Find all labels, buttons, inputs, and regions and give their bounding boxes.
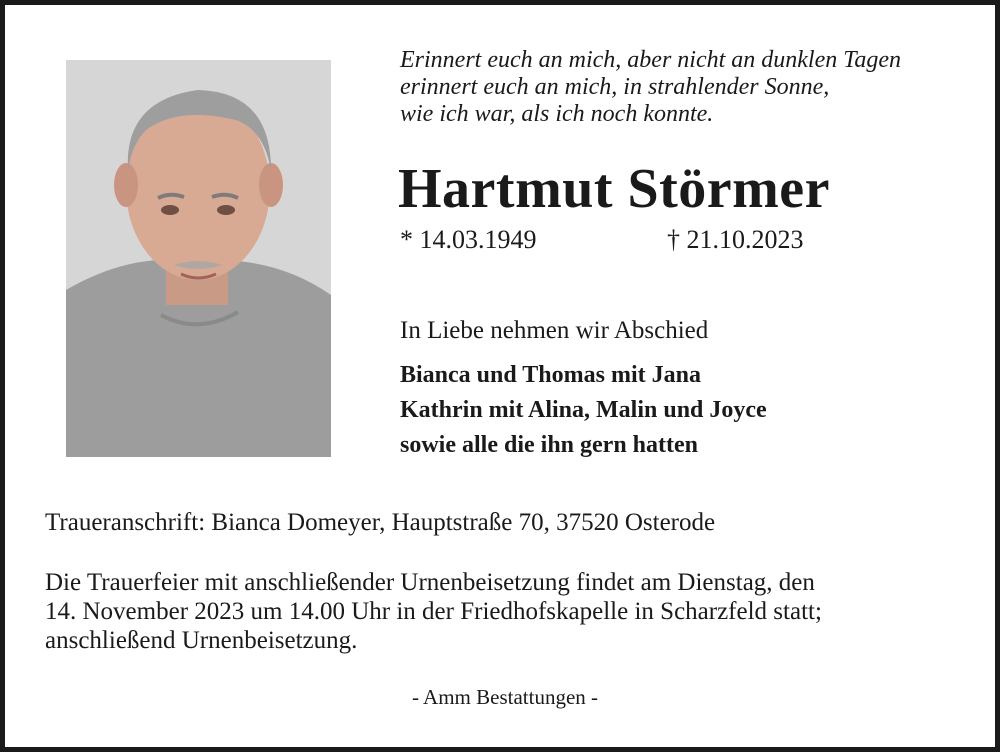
service-notice (45, 568, 965, 655)
service-line: anschließend Urnenbeisetzung. (45, 627, 358, 654)
birth-date: * 14.03.1949 (400, 225, 537, 254)
mourners-list (400, 358, 767, 463)
portrait-photo (66, 60, 331, 457)
deceased-name: Hartmut Störmer (398, 158, 831, 220)
farewell-intro: In Liebe nehmen wir Abschied (400, 317, 709, 344)
funeral-home: - Amm Bestattungen - (411, 685, 599, 709)
service-line: Die Trauerfeier mit anschließender Urnenbeisetzung findet am Dienstag, den (45, 569, 815, 596)
mourner-line: Bianca und Thomas mit Jana (400, 362, 701, 388)
mourner-line: sowie alle die ihn gern hatten (400, 432, 698, 458)
poem-line: Erinnert euch an mich, aber nicht an dunklen Tagen (400, 47, 902, 73)
death-date: † 21.10.2023 (667, 225, 804, 254)
mourner-line: Kathrin mit Alina, Malin und Joyce (400, 397, 767, 423)
poem-line: erinnert euch an mich, in strahlender Sonne, (400, 74, 830, 100)
mourning-address: Traueranschrift: Bianca Domeyer, Hauptstraße 70, 37520 Osterode (45, 509, 716, 536)
memorial-poem (400, 47, 901, 128)
portrait-image (66, 60, 331, 457)
service-line: 14. November 2023 um 14.00 Uhr in der Friedhofskapelle in Scharzfeld statt; (45, 598, 822, 625)
poem-line: wie ich war, als ich noch konnte. (400, 101, 714, 127)
